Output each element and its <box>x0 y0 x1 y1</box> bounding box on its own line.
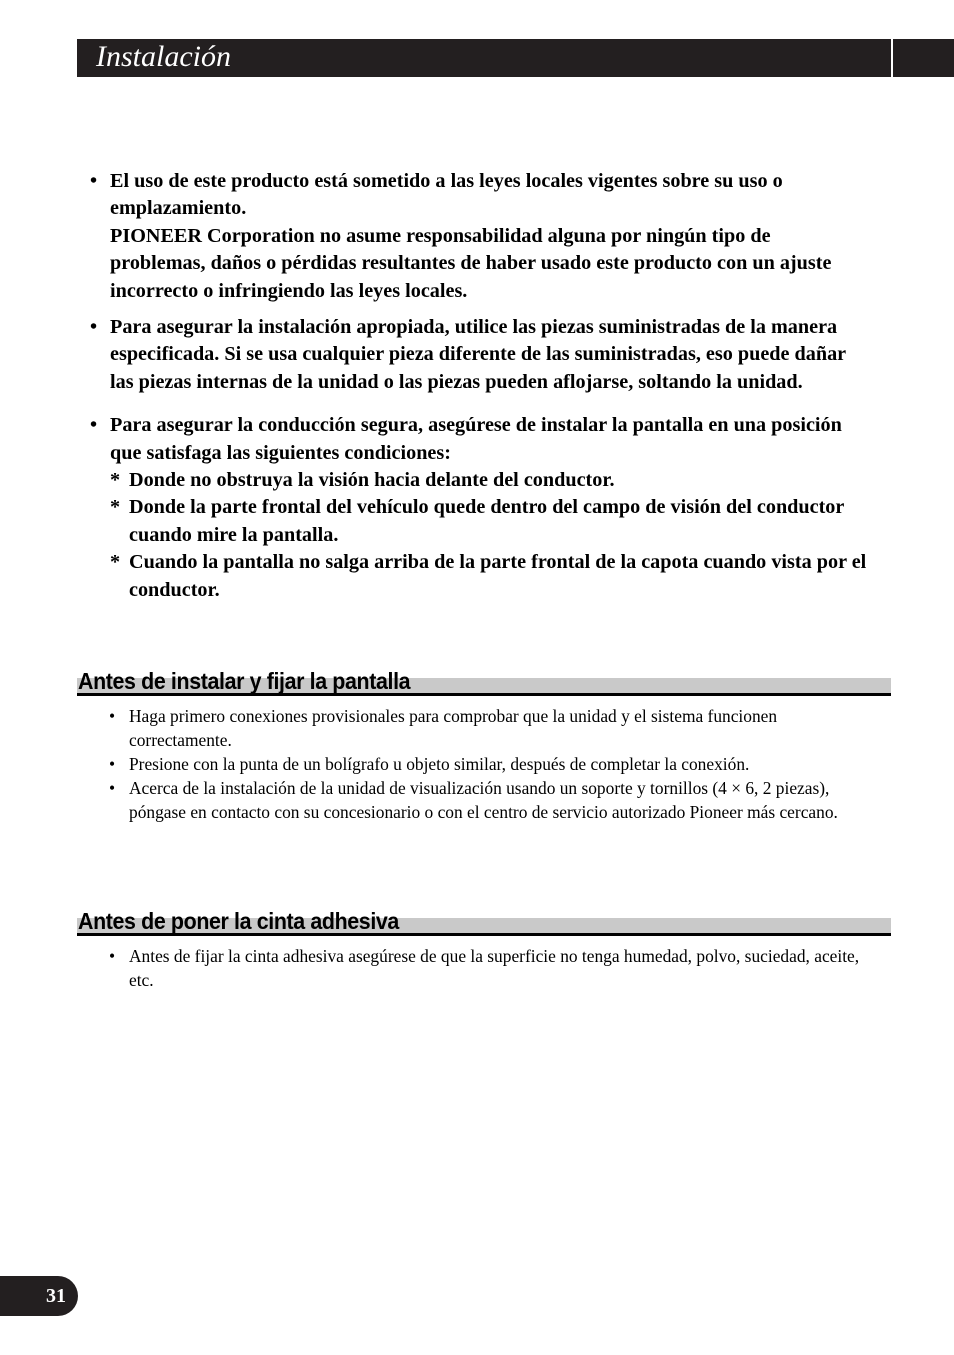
section-heading <box>77 663 891 696</box>
warning-paragraph: Para asegurar la instalación apropiada, utilice las piezas suministradas de la manera especificada. Si se usa cualquier pieza diferente de las suministradas, eso puede dañar las piezas internas de la unidad o las piezas pueden aflojarse, soltando la unidad. <box>110 316 846 393</box>
section-notes <box>109 944 869 992</box>
condition-text: Donde la parte frontal del vehículo quede dentro del campo de visión del conductor cuando mire la pantalla. <box>129 496 844 546</box>
header-bar-divider <box>891 39 893 77</box>
asterisk-icon: * <box>110 469 121 492</box>
condition-item <box>110 494 870 549</box>
section-title: Antes de poner la cinta adhesiva <box>78 908 399 934</box>
warning-item <box>90 168 870 305</box>
note-text: Presione con la punta de un bolígrafo u objeto similar, después de completar la conexión. <box>129 754 750 774</box>
page-title: Instalación <box>96 40 231 73</box>
warning-item <box>90 314 870 396</box>
section-heading <box>77 903 891 936</box>
warnings-list <box>90 168 870 604</box>
bullet-icon: • <box>109 754 116 774</box>
bullet-icon: • <box>109 946 116 966</box>
bullet-icon: • <box>109 706 116 726</box>
bullet-icon: • <box>109 778 116 798</box>
asterisk-icon: * <box>110 496 121 519</box>
page-number: 31 <box>0 1276 78 1316</box>
note-item <box>109 776 869 824</box>
warning-paragraph: Para asegurar la conducción segura, asegúrese de instalar la pantalla en una posición que satisfaga las siguientes condiciones: <box>110 414 842 464</box>
section-title: Antes de instalar y fijar la pantalla <box>78 668 411 694</box>
asterisk-icon: * <box>110 551 121 574</box>
warning-paragraph: PIONEER Corporation no asume responsabilidad alguna por ningún tipo de problemas, daños o pérdidas resultantes de haber usado este producto con un ajuste incorrecto o infringiendo las leyes locales. <box>110 224 832 302</box>
condition-item <box>110 549 870 604</box>
warning-paragraph: El uso de este producto está sometido a las leyes locales vigentes sobre su uso o emplazamiento. <box>110 170 783 220</box>
bullet-icon: • <box>90 414 98 437</box>
condition-text: Cuando la pantalla no salga arriba de la parte frontal de la capota cuando vista por el conductor. <box>129 551 867 601</box>
note-text: Acerca de la instalación de la unidad de visualización usando un soporte y tornillos (4 × 6, 2 piezas), póngase en contacto con su concesionario o con el centro de servicio autorizado Pioneer más cercano. <box>129 778 838 822</box>
section-notes <box>109 704 869 824</box>
note-item <box>109 704 869 752</box>
note-text: Haga primero conexiones provisionales para comprobar que la unidad y el sistema funcionen correctamente. <box>129 706 778 750</box>
warning-item <box>90 412 870 604</box>
condition-item <box>110 467 870 494</box>
note-item <box>109 752 869 776</box>
condition-text: Donde no obstruya la visión hacia delante del conductor. <box>129 469 615 492</box>
note-text: Antes de fijar la cinta adhesiva asegúrese de que la superficie no tenga humedad, polvo, suciedad, aceite, etc. <box>129 946 860 990</box>
bullet-icon: • <box>90 316 98 339</box>
note-item <box>109 944 869 992</box>
bullet-icon: • <box>90 170 98 192</box>
